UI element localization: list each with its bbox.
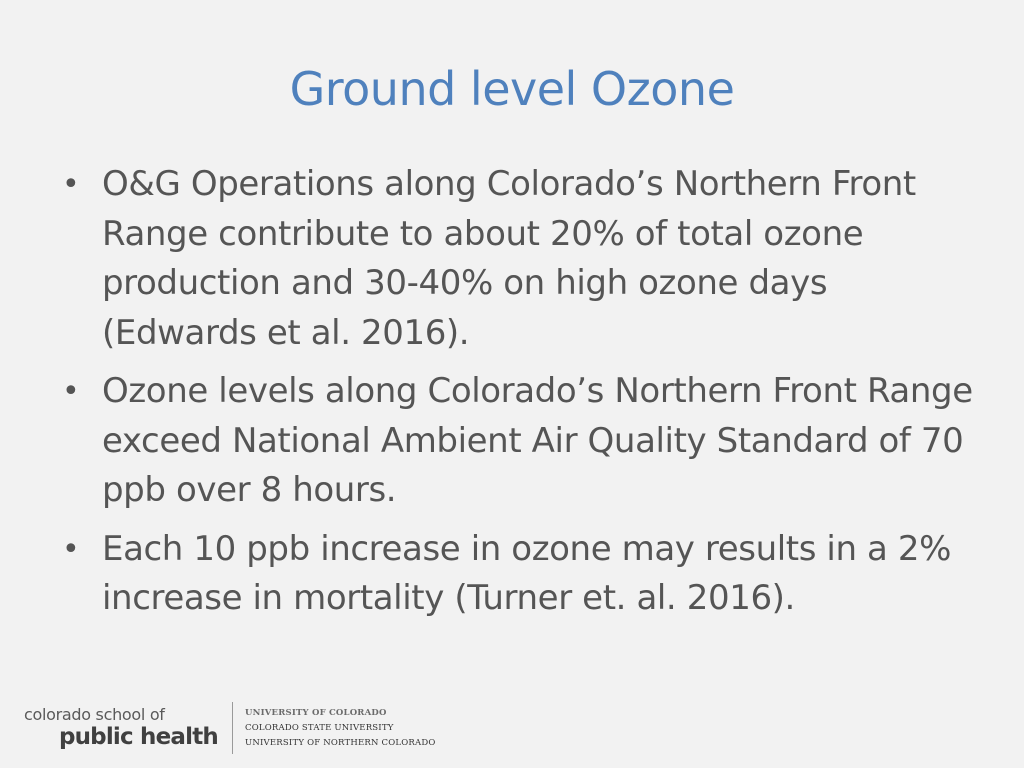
bullet-item (58, 160, 978, 358)
logo-line2: public health (58, 724, 218, 750)
bullet-icon: • (62, 374, 80, 409)
university-name: UNIVERSITY OF COLORADO (245, 707, 387, 718)
bullet-text: Each 10 ppb increase in ozone may results in a 2% increase in mortality (Turner et. al. 2016). (102, 528, 952, 618)
bullet-list (58, 160, 978, 633)
logo-line1: colorado school of (24, 705, 165, 724)
university-list (245, 706, 436, 751)
slide-title: Ground level Ozone (289, 62, 735, 116)
bullet-icon: • (62, 531, 80, 567)
bullet-text: O&G Operations along Colorado’s Northern Front Range contribute to about 20% of total ozone production and 30-40% on high ozone days (Edwards et al. 2016). (102, 164, 916, 353)
university-name: UNIVERSITY OF NORTHERN COLORADO (245, 737, 436, 748)
university-name: COLORADO STATE UNIVERSITY (245, 722, 394, 733)
bullet-text: Ozone levels along Colorado’s Northern Front Range exceed National Ambient Air Quality Standard of 70 ppb over 8 hours. (102, 371, 973, 510)
bullet-item (58, 525, 978, 624)
school-logo (22, 706, 218, 750)
bullet-icon: • (62, 167, 80, 202)
bullet-item (58, 367, 978, 516)
logo-divider (232, 702, 233, 754)
footer-logo (22, 700, 436, 756)
